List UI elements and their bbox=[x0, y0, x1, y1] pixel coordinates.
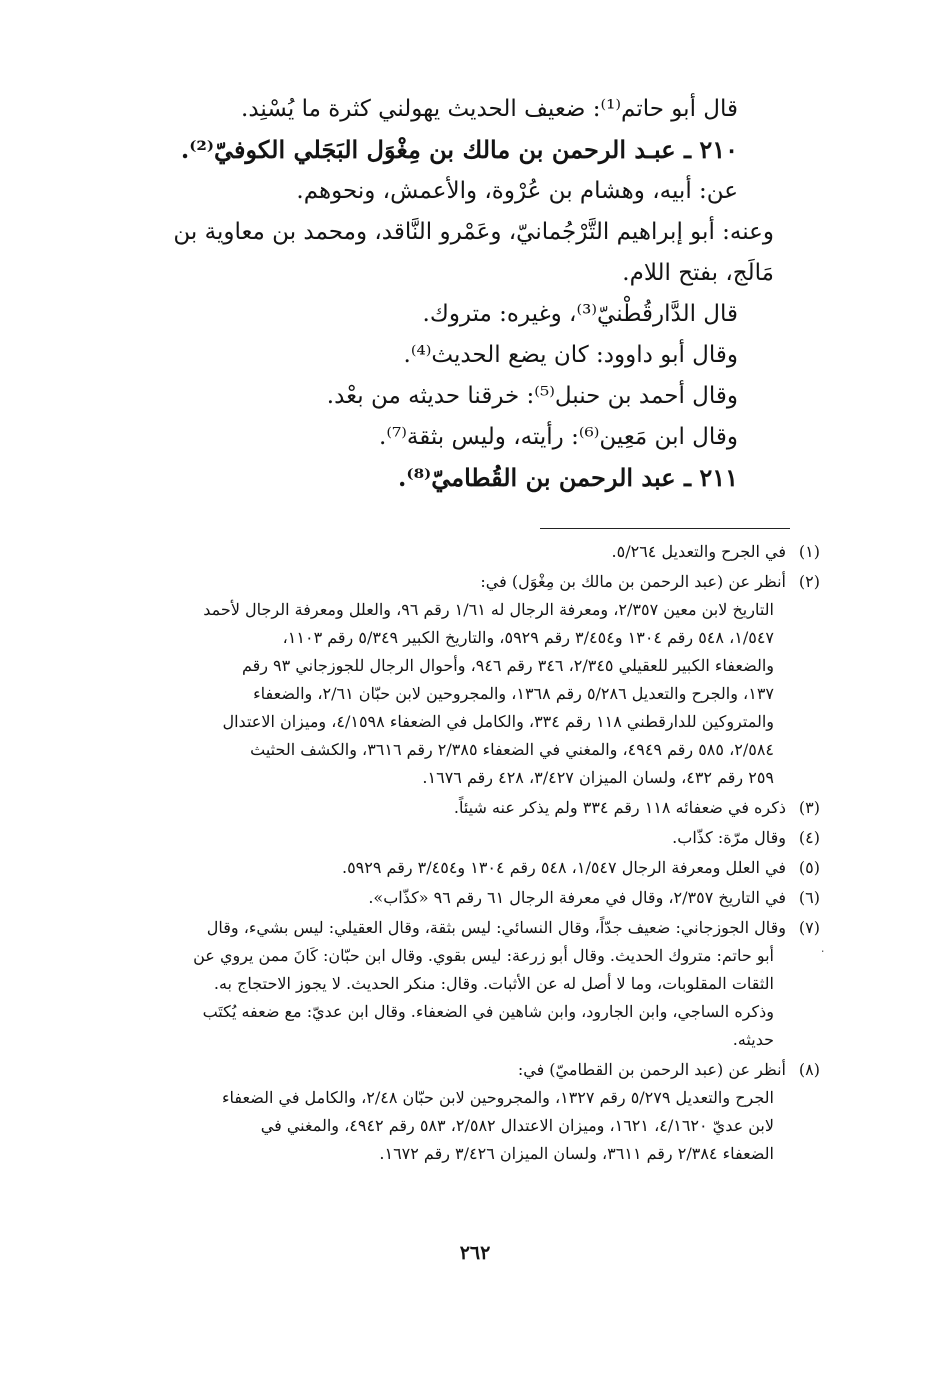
footnote-number: (٥) bbox=[798, 858, 820, 877]
footnote-line: الضعفاء ٢/٣٨٤ رقم ٣٦١١، ولسان الميزان ٣/٤٢٦ رقم ١٦٧٢. bbox=[379, 1144, 774, 1163]
page-number: ٢٦٢ bbox=[459, 1242, 491, 1264]
footnote-body bbox=[60, 568, 786, 792]
abu-dawud-quote: وقال أبو داوود: كان يضع الحديث⁽⁴⁾. bbox=[403, 342, 738, 368]
footnote bbox=[60, 794, 820, 822]
footnote-number: (٣) bbox=[798, 798, 820, 817]
footnote-body bbox=[60, 824, 786, 852]
footnote-line: ٢/٥٨٤، ٥٨٥ رقم ٤٩٤٩، والمغني في الضعفاء ٢/٣٨٥ رقم ٣٦١٦، والكشف الحثيث bbox=[250, 740, 774, 759]
entry-211-title: ٢١١ ـ عبد الرحمن بن القُطاميّ⁽⁸⁾. bbox=[398, 463, 738, 492]
ibn-main-quote: وقال ابن مَعِين⁽⁶⁾: رأيته، وليس بثقة⁽⁷⁾. bbox=[379, 424, 738, 450]
footnote-number: (٤) bbox=[798, 828, 820, 847]
ahmad-quote: وقال أحمد بن حنبل⁽⁵⁾: خرقنا حديثه من بعْد. bbox=[326, 383, 738, 409]
footnote-line: والضعفاء الكبير للعقيلي ٢/٣٤٥، ٣٤٦ رقم ٩٤٦، وأحوال الرجال للجوزجاني ٩٣ رقم bbox=[241, 656, 774, 675]
footnote-line: أنظر عن (عبد الرحمن بن مالك بن مِغْوَل) في: bbox=[480, 572, 786, 591]
footnote-number: (٦) bbox=[798, 888, 820, 907]
footnote-line: في التاريخ ٢/٣٥٧، وقال في معرفة الرجال ٦١ رقم ٩٦ «كذّاب». bbox=[368, 888, 786, 907]
footnote-body bbox=[60, 914, 786, 1054]
footnote-line: الثقات المقلوبات، وما لا أصل له عن الأثبات. وقال: منكر الحديث. لا يجوز الاحتجاج به. bbox=[213, 974, 774, 993]
footnote-number: (١) bbox=[798, 542, 820, 561]
footnote-line: وقال الجوزجاني: ضعيف جدّاً، وقال النسائي: ليس بثقة، وقال العقيلي: ليس بشيء، وقال bbox=[206, 918, 786, 937]
footnote-line: وذكره الساجي، وابن الجارود، وابن شاهين في الضعفاء. وقال ابن عديّ: مع ضعفه يُكتَب bbox=[202, 1002, 774, 1021]
footnote-line: أبو حاتم: متروك الحديث. وقال أبو زرعة: ليس بقوي. وقال ابن حبّان: كَانَ ممن يروي عن bbox=[193, 946, 774, 965]
daraqutni-quote: قال الدَّارقُطْنيّ⁽³⁾، وغيره: متروك. bbox=[422, 301, 738, 327]
main-text bbox=[18, 92, 774, 502]
footnotes bbox=[60, 538, 820, 1170]
footnote-line: في الجرح والتعديل ٥/٢٦٤. bbox=[611, 542, 786, 561]
footnote bbox=[60, 538, 820, 566]
footnote-number: (٢) bbox=[798, 572, 820, 591]
entry-210-narrators-1: وعنه: أبو إبراهيم التَّرْجُمانيّ، وعَمْرو النَّاقد، ومحمد بن معاوية بن bbox=[173, 219, 774, 245]
entry-210-from: عن: أبيه، وهشام بن عُرْوة، والأعمش، ونحوهم. bbox=[296, 178, 738, 204]
footnote-body bbox=[60, 854, 786, 882]
footnote-line: وقال مرّة: كذّاب. bbox=[672, 828, 786, 847]
footnote-line: حديثه. bbox=[732, 1030, 774, 1049]
footnote bbox=[60, 914, 820, 1054]
footnote-number: (٨) bbox=[798, 1060, 820, 1079]
margin-mark: ٠ bbox=[820, 946, 826, 957]
entry-210-title: ٢١٠ ـ عبـد الرحمن بن مالك بن مِغْوَل البَجَلي الكوفيّ⁽²⁾. bbox=[180, 135, 738, 164]
footnote bbox=[60, 1056, 820, 1168]
footnote bbox=[60, 884, 820, 912]
footnote-number: (٧) bbox=[798, 918, 820, 937]
footnote bbox=[60, 568, 820, 792]
footnote-line: الجرح والتعديل ٥/٢٧٩ رقم ١٣٢٧، والمجروحين لابن حبّان ٢/٤٨، والكامل في الضعفاء bbox=[221, 1088, 774, 1107]
footnote-body bbox=[60, 794, 786, 822]
footnote-line: والمتروكين للدارقطني ١١٨ رقم ٣٣٤، والكامل في الضعفاء ٤/١٥٩٨، وميزان الاعتدال bbox=[222, 712, 774, 731]
footnote-body bbox=[60, 538, 786, 566]
footnote-body bbox=[60, 884, 786, 912]
footnote-line: ١/٥٤٧، ٥٤٨ رقم ١٣٠٤ و٣/٤٥٤ رقم ٥٩٢٩، والتاريخ الكبير ٥/٣٤٩ رقم ١١٠٣، bbox=[282, 628, 774, 647]
footnote bbox=[60, 854, 820, 882]
footnote-line: أنظر عن (عبد الرحمن بن القطاميّ) في: bbox=[517, 1060, 786, 1079]
footnote-line: ذكره في ضعفائه ١١٨ رقم ٣٣٤ ولم يذكر عنه شيئاً. bbox=[453, 798, 786, 817]
footnote bbox=[60, 824, 820, 852]
footnote-separator bbox=[540, 528, 790, 529]
abu-hatim-quote: قال أبو حاتم⁽¹⁾: ضعيف الحديث يهولني كثرة ما يُسْنِد. bbox=[241, 96, 738, 122]
footnote-line: في العلل ومعرفة الرجال ١/٥٤٧، ٥٤٨ رقم ١٣٠٤ و٣/٤٥٤ رقم ٥٩٢٩. bbox=[341, 858, 786, 877]
footnote-line: التاريخ لابن معين ٢/٣٥٧، ومعرفة الرجال له ١/٦١ رقم ٩٦، والعلل ومعرفة الرجال لأحمد bbox=[203, 600, 774, 619]
footnote-line: لابن عديّ ٤/١٦٢٠، ١٦٢١، وميزان الاعتدال ٢/٥٨٢، ٥٨٣ رقم ٤٩٤٢، والمغني في bbox=[260, 1116, 774, 1135]
footnote-line: ١٣٧، والجرح والتعديل ٥/٢٨٦ رقم ١٣٦٨، والمجروحين لابن حبّان ٢/٦١، والضعفاء bbox=[253, 684, 774, 703]
entry-210-narrators-2: مَالَج، بفتح اللام. bbox=[622, 260, 774, 286]
footnote-line: ٢٥٩ رقم ٤٣٢، ولسان الميزان ٣/٤٢٧، ٤٢٨ رقم ١٦٧٦. bbox=[422, 768, 774, 787]
footnote-body bbox=[60, 1056, 786, 1168]
